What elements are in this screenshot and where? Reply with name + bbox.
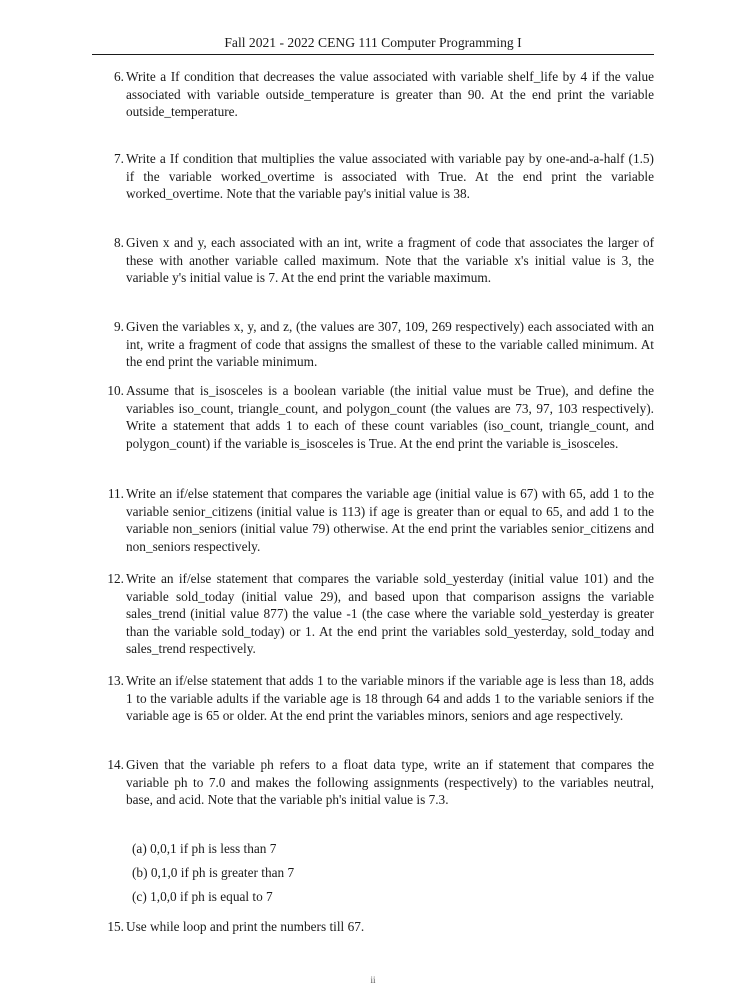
question-text: Given the variables x, y, and z, (the values are 307, 109, 269 respectively) each associated with an int, write a fragment of code that assigns the smallest of these to the variable called minimum. At the end print the variable minimum. [126, 319, 654, 370]
question-text: Write an if/else statement that adds 1 to the variable minors if the variable age is less than 18, adds 1 to the variable adults if the variable age is 18 through 64 and adds 1 to the variable seniors if the variable age is 65 or older. At the end print the variables minors, seniors and age respectively. [126, 673, 654, 724]
question-number: 15. [107, 919, 124, 934]
subitem-b [132, 864, 632, 882]
question-number: 13. [107, 673, 124, 688]
subitem-label: (a) [132, 841, 147, 856]
subitem-label: (b) [132, 865, 148, 880]
subitem-label: (c) [132, 889, 147, 904]
question-text: Write a If condition that multiplies the value associated with variable pay by one-and-a-half (1.5) if the variable worked_overtime is associated with True. At the end print the variable worked_overtime. Note that the variable pay's initial value is 38. [126, 151, 654, 202]
page-number: ii [370, 975, 376, 985]
subitem-c [132, 888, 632, 906]
question-number: 6. [114, 69, 124, 84]
question-text: Assume that is_isosceles is a boolean variable (the initial value must be True), and define the variables iso_count, triangle_count, and polygon_count (the values are 73, 97, 103 respectively). Write a statement that adds 1 to each of these count variables (iso_count, triangle_count, and polygon_count) if the variable is_isosceles is True. At the end print the variable is_isosceles. [126, 383, 654, 451]
question-text: Use while loop and print the numbers till 67. [126, 919, 365, 934]
question-text: Given that the variable ph refers to a float data type, write an if statement that compares the variable ph to 7.0 and makes the following assignments (respectively) to the variables neutral, base, and acid. Note that the variable ph's initial value is 7.3. [126, 757, 654, 808]
question-number: 11. [107, 486, 124, 501]
subitem-text: 0,0,1 if ph is less than 7 [150, 841, 277, 856]
question-number: 10. [107, 383, 124, 398]
question-number: 14. [107, 757, 124, 772]
question-number: 8. [114, 235, 124, 250]
question-text: Write a If condition that decreases the value associated with variable shelf_life by 4 if the value associated with variable outside_temperature is greater than 90. At the end print the variable outside_temperature. [126, 69, 654, 120]
question-number: 12. [107, 571, 124, 586]
page-header: Fall 2021 - 2022 CENG 111 Computer Programming I [92, 33, 654, 55]
question-text: Write an if/else statement that compares the variable sold_yesterday (initial value 101) and the variable sold_today (initial value 29), and based upon that comparison assigns the variable sales_trend (initial value 877) the value -1 (the case where the variable sold_yesterday is greater than the variable sold_today) or 1. At the end print the variables sold_yesterday, sold_today and sales_trend respectively. [126, 571, 654, 657]
question-text: Given x and y, each associated with an int, write a fragment of code that associates the larger of these with another variable called maximum. Note that the variable x's initial value is 3, the variable y's initial value is 7. At the end print the variable maximum. [126, 235, 654, 286]
subitem-text: 0,1,0 if ph is greater than 7 [150, 865, 295, 880]
question-number: 7. [114, 151, 124, 166]
question-number: 9. [114, 319, 124, 334]
subitem-text: 1,0,0 if ph is equal to 7 [150, 889, 273, 904]
subitem-a [132, 840, 632, 858]
question-text: Write an if/else statement that compares the variable age (initial value is 67) with 65, add 1 to the variable senior_citizens (initial value is 113) if age is greater than or equal to 65, and add 1 to the variable non_seniors (initial value 79) otherwise. At the end print the variables senior_citizens and non_seniors respectively. [126, 486, 654, 554]
